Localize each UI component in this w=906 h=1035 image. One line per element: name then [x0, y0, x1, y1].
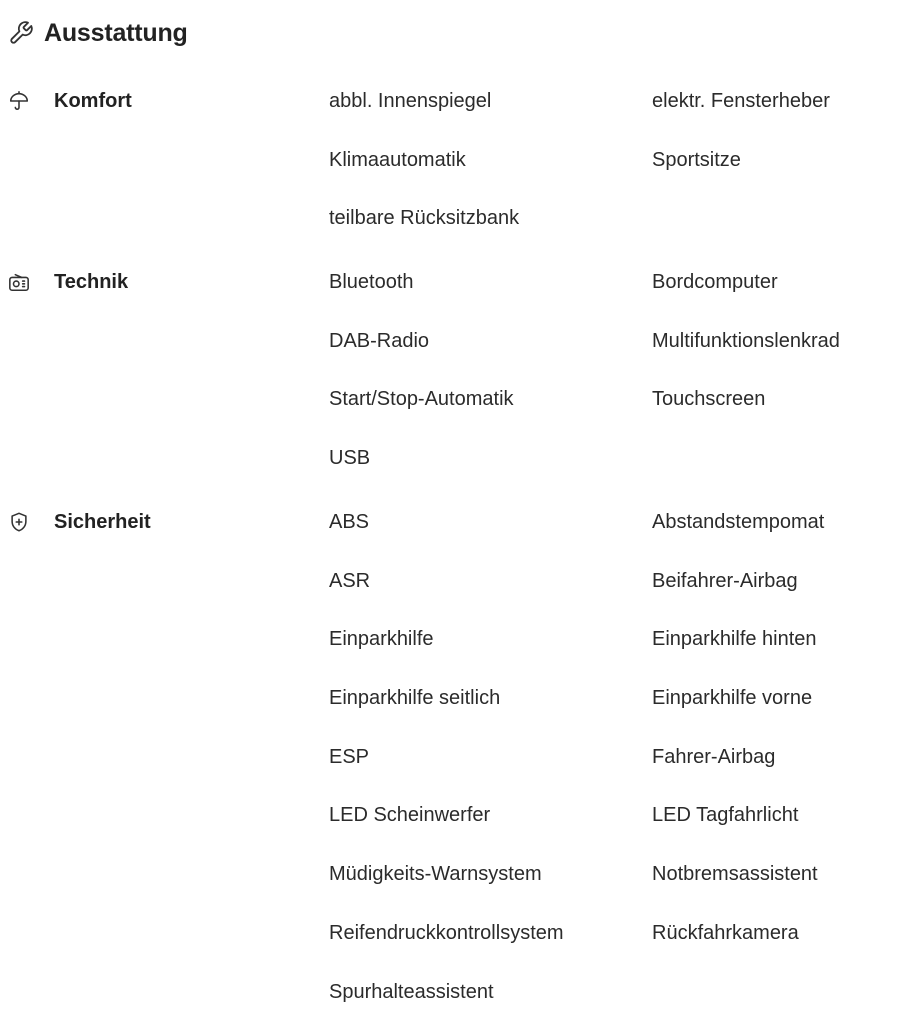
category-komfort	[8, 86, 132, 116]
category-label: Technik	[54, 270, 129, 293]
feature-item: Abstandstempomat	[652, 511, 825, 533]
page-title: Ausstattung	[44, 18, 188, 47]
feature-list-sicherheit	[329, 507, 906, 1035]
feature-item: Einparkhilfe	[329, 628, 434, 651]
feature-item: Bluetooth	[329, 271, 414, 293]
feature-item: Rückfahrkamera	[652, 921, 799, 944]
umbrella-icon	[8, 90, 30, 112]
feature-item: Reifendruckkontrollsystem	[329, 921, 564, 944]
category-label: Komfort	[54, 89, 132, 112]
category-technik	[8, 267, 128, 297]
feature-item: Start/Stop-Automatik	[329, 388, 514, 411]
category-label: Sicherheit	[54, 510, 151, 533]
feature-item: ASR	[329, 569, 371, 592]
radio-icon	[8, 271, 30, 293]
feature-item: abbl. Innenspiegel	[329, 90, 492, 112]
equipment-header	[8, 16, 188, 50]
feature-item: Sportsitze	[652, 148, 741, 171]
feature-item: Fahrer-Airbag	[652, 745, 776, 768]
feature-item: Touchscreen	[652, 388, 766, 411]
feature-item: LED Scheinwerfer	[329, 804, 491, 827]
feature-item: Notbremsassistent	[652, 863, 818, 886]
feature-item: DAB-Radio	[329, 329, 430, 352]
feature-item: Bordcomputer	[652, 271, 778, 293]
feature-item: Multifunktionslenkrad	[652, 329, 840, 352]
feature-item: teilbare Rücksitzbank	[329, 207, 520, 230]
feature-item: Beifahrer-Airbag	[652, 569, 798, 592]
feature-item: Müdigkeits-Warnsystem	[329, 863, 542, 886]
wrench-icon	[8, 20, 34, 46]
feature-item: Spurhalteassistent	[329, 980, 494, 1003]
feature-item: Einparkhilfe seitlich	[329, 687, 501, 710]
shield-plus-icon	[8, 511, 30, 533]
feature-item: elektr. Fensterheber	[652, 90, 830, 112]
feature-item: ABS	[329, 511, 370, 533]
feature-item: LED Tagfahrlicht	[652, 804, 799, 827]
category-sicherheit	[8, 507, 151, 537]
feature-item: Klimaautomatik	[329, 148, 466, 171]
feature-list-technik	[329, 267, 906, 502]
feature-list-komfort	[329, 86, 906, 262]
feature-item: ESP	[329, 745, 370, 768]
feature-item: Einparkhilfe vorne	[652, 687, 813, 710]
feature-item: Einparkhilfe hinten	[652, 628, 817, 651]
feature-item: USB	[329, 447, 371, 470]
